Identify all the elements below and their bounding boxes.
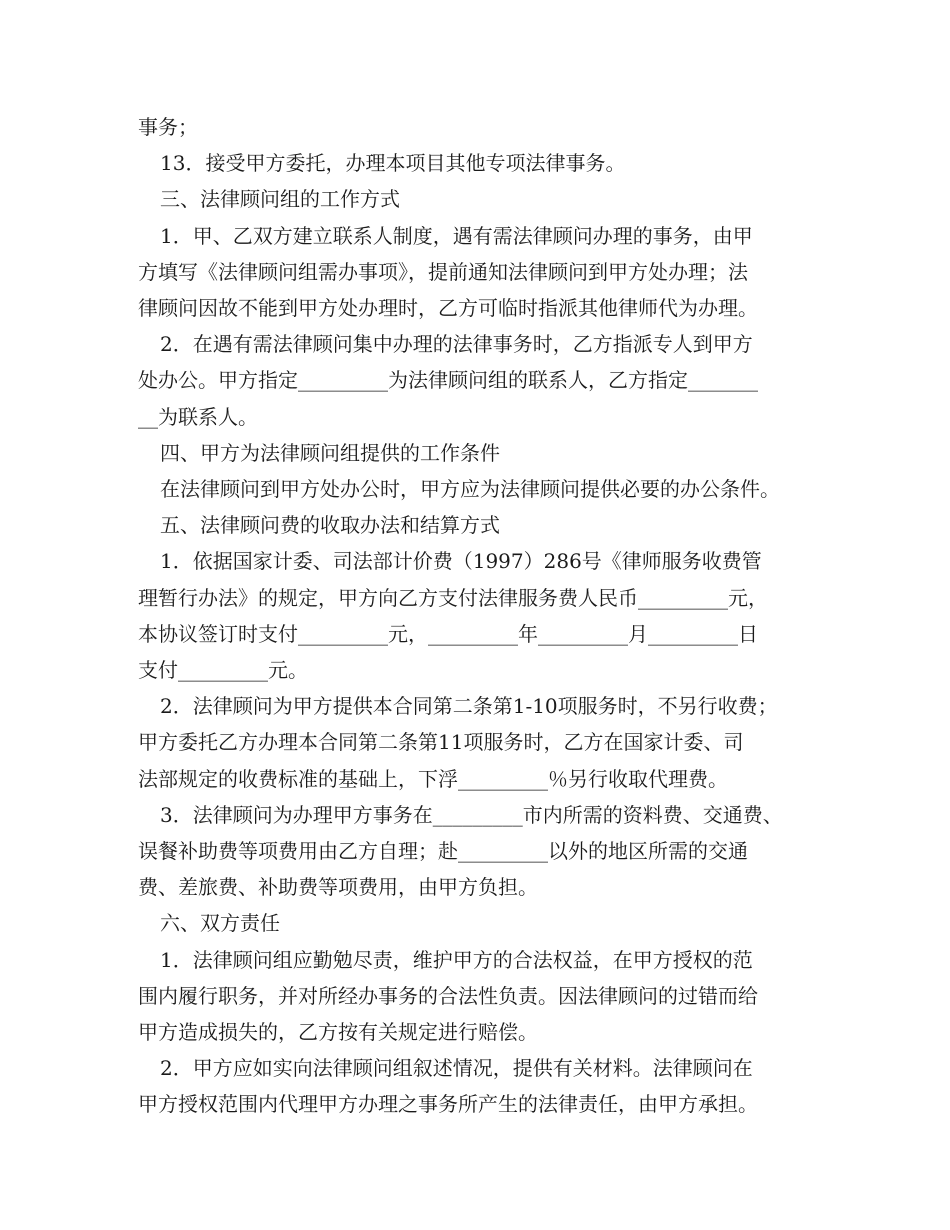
section-heading-4: 四、甲方为法律顾问组提供的工作条件 (160, 441, 500, 465)
paragraph-line: 2．法律顾问为甲方提供本合同第二条第1-10项服务时，不另行收费； (160, 694, 778, 718)
paragraph-line: 甲方授权范围内代理甲方办理之事务所产生的法律责任，由甲方承担。 (138, 1092, 758, 1116)
paragraph-line: 费、差旅费、补助费等项费用，由甲方负担。 (138, 875, 538, 899)
paragraph-line: 方填写《法律顾问组需办事项》，提前通知法律顾问到甲方处办理；法 (138, 260, 748, 284)
paragraph-line: 在法律顾问到甲方处办公时，甲方应为法律顾问提供必要的办公条件。 (160, 477, 780, 501)
paragraph-line: 理暂行办法》的规定，甲方向乙方支付法律服务费人民币_________元， (138, 586, 768, 610)
paragraph-line: 1．甲、乙双方建立联系人制度，遇有需法律顾问办理的事务，由甲 (160, 224, 753, 248)
paragraph-line: 2．在遇有需法律顾问集中办理的法律事务时，乙方指派专人到甲方 (160, 332, 753, 356)
paragraph-line: 本协议签订时支付_________元，_________年_________月_________日 (138, 622, 758, 646)
paragraph-line: __为联系人。 (138, 405, 258, 429)
paragraph-line: 2．甲方应如实向法律顾问组叙述情况，提供有关材料。法律顾问在 (160, 1056, 753, 1080)
paragraph-line: 法部规定的收费标准的基础上，下浮_________％另行收取代理费。 (138, 767, 728, 791)
paragraph-line: 支付_________元。 (138, 658, 308, 682)
section-heading-3: 三、法律顾问组的工作方式 (160, 187, 400, 211)
paragraph-line: 甲方造成损失的，乙方按有关规定进行赔偿。 (138, 1020, 538, 1044)
paragraph-line: 处办公。甲方指定_________为法律顾问组的联系人，乙方指定_______ (138, 368, 758, 392)
section-heading-5: 五、法律顾问费的收取办法和结算方式 (160, 513, 500, 537)
paragraph-line: 律顾问因故不能到甲方处办理时，乙方可临时指派其他律师代为办理。 (138, 296, 758, 320)
list-item-13: 13．接受甲方委托，办理本项目其他专项法律事务。 (160, 151, 626, 175)
paragraph-line: 1．依据国家计委、司法部计价费（1997）286号《律师服务收费管 (160, 549, 762, 573)
paragraph-line: 误餐补助费等项费用由乙方自理；赴_________以外的地区所需的交通 (138, 839, 748, 863)
text-line: 事务； (138, 115, 198, 139)
paragraph-line: 甲方委托乙方办理本合同第二条第11项服务时，乙方在国家计委、司 (138, 730, 744, 754)
paragraph-line: 3．法律顾问为办理甲方事务在_________市内所需的资料费、交通费、 (160, 803, 783, 827)
section-heading-6: 六、双方责任 (160, 911, 280, 935)
paragraph-line: 1．法律顾问组应勤勉尽责，维护甲方的合法权益，在甲方授权的范 (160, 948, 753, 972)
paragraph-line: 围内履行职务，并对所经办事务的合法性负责。因法律顾问的过错而给 (138, 984, 758, 1008)
